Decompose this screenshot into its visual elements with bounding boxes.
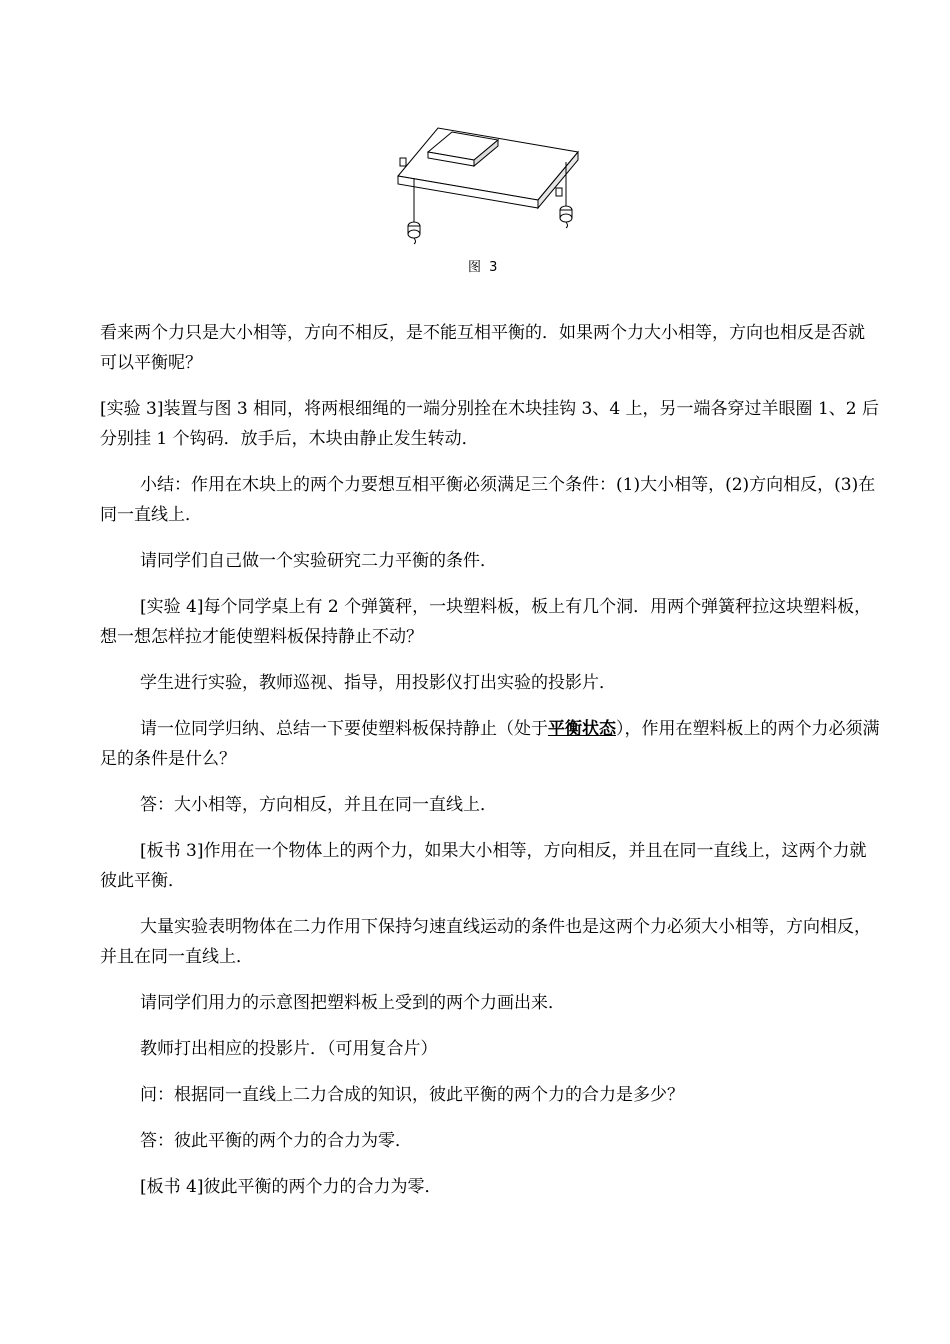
paragraph: 学生进行实验，教师巡视、指导，用投影仪打出实验的投影片． [140, 673, 616, 693]
paragraph: 看来两个力只是大小相等，方向不相反，是不能互相平衡的．如果两个力大小相等，方向也相反是否就可以平衡呢？ [100, 323, 865, 373]
figure-caption: 图 3 [468, 260, 500, 275]
paragraph: [实验 3]装置与图 3 相同，将两根细绳的一端分别拴在木块挂钩 3、4 上，另一端各穿过羊眼圈 1、2 后分别挂 1 个钩码．放手后，木块由静止发生转动． [100, 399, 879, 449]
figure-3-apparatus [380, 118, 580, 278]
paragraph-text: ），作用在塑料板上的两个力必须满足的条件是什么？ [100, 719, 880, 769]
term-link-equilibrium[interactable]: 平衡状态 [548, 719, 616, 739]
paragraph: 大量实验表明物体在二力作用下保持匀速直线运动的条件也是这两个力必须大小相等，方向相反，并且在同一直线上． [100, 917, 871, 967]
paragraph: [实验 4]每个同学桌上有 2 个弹簧秤，一块塑料板，板上有几个洞．用两个弹簧秤拉这块塑料板，想一想怎样拉才能使塑料板保持静止不动？ [100, 597, 872, 647]
paragraph-text: 请一位同学归纳、总结一下要使塑料板保持静止（处于 [140, 719, 548, 739]
paragraph: 小结：作用在木块上的两个力要想互相平衡必须满足三个条件：(1)大小相等，(2)方向相反，(3)在同一直线上． [100, 475, 876, 525]
apparatus-drawing [380, 118, 580, 258]
paragraph: 请同学们自己做一个实验研究二力平衡的条件． [140, 551, 497, 571]
paragraph: [板书 4]彼此平衡的两个力的合力为零． [140, 1177, 442, 1197]
paragraph: 问：根据同一直线上二力合成的知识，彼此平衡的两个力的合力是多少？ [140, 1085, 684, 1105]
paragraph: 答：大小相等，方向相反，并且在同一直线上． [140, 795, 497, 815]
document-body [100, 318, 880, 1218]
paragraph: 答：彼此平衡的两个力的合力为零． [140, 1131, 412, 1151]
paragraph: 请同学们用力的示意图把塑料板上受到的两个力画出来． [140, 993, 565, 1013]
paragraph: 教师打出相应的投影片．（可用复合片） [140, 1039, 438, 1059]
paragraph: [板书 3]作用在一个物体上的两个力，如果大小相等，方向相反，并且在同一直线上，这两个力就彼此平衡． [100, 841, 867, 891]
paragraph-with-term [100, 714, 880, 774]
